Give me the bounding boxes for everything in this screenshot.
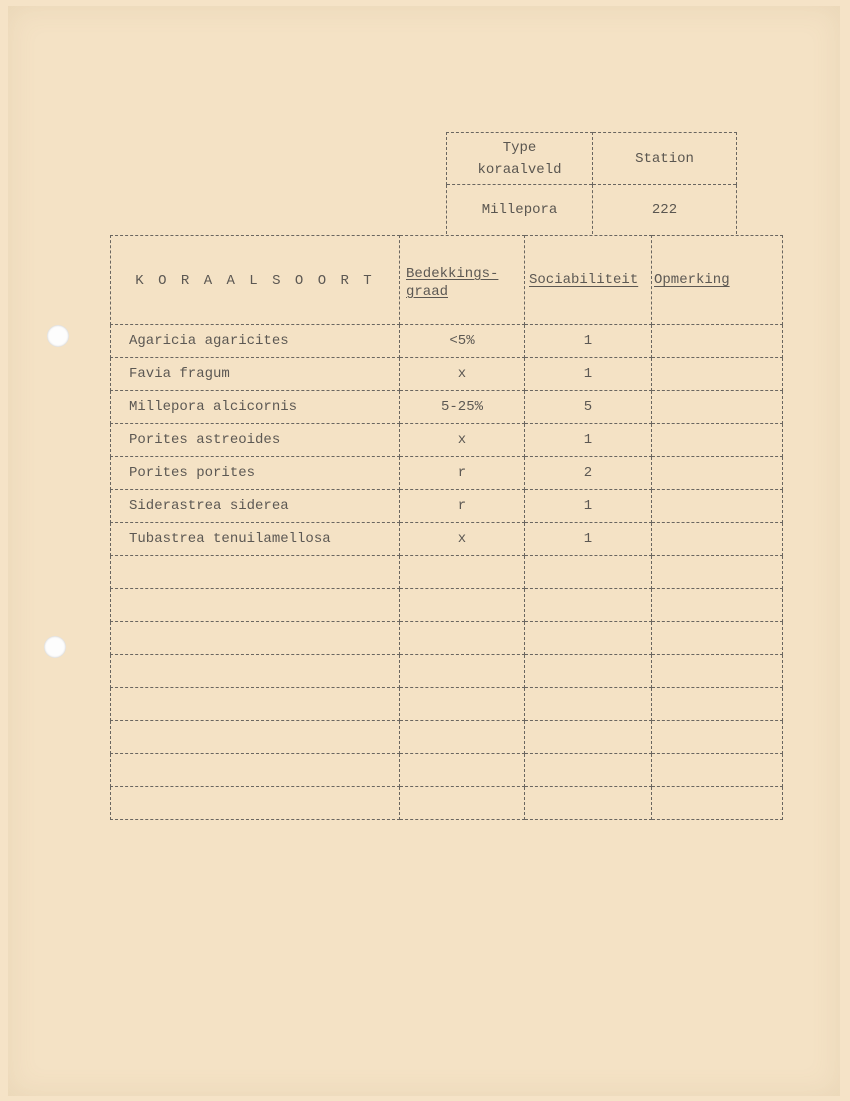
remark-cell: [652, 391, 783, 424]
empty-cell: [400, 787, 525, 820]
type-koraalveld-label: [447, 133, 593, 185]
station-value: 222: [593, 185, 737, 235]
empty-cell: [525, 688, 652, 721]
empty-cell: [652, 622, 783, 655]
table-row: [111, 523, 783, 556]
type-label-line1: Type: [502, 139, 537, 156]
cover-cell: x: [400, 424, 525, 457]
empty-cell: [400, 754, 525, 787]
empty-table-row: [111, 754, 783, 787]
column-header-sociabiliteit: Sociabiliteit: [525, 236, 652, 325]
empty-table-row: [111, 556, 783, 589]
empty-cell: [525, 721, 652, 754]
species-cell: Millepora alcicornis: [111, 391, 400, 424]
station-header-table: [446, 132, 737, 234]
empty-cell: [652, 688, 783, 721]
species-cell: Porites astreoides: [111, 424, 400, 457]
remark-cell: [652, 457, 783, 490]
empty-table-row: [111, 721, 783, 754]
table-row: [111, 325, 783, 358]
empty-cell: [111, 589, 400, 622]
species-cell: Siderastrea siderea: [111, 490, 400, 523]
empty-table-row: [111, 589, 783, 622]
empty-cell: [652, 655, 783, 688]
table-row: [111, 424, 783, 457]
coral-species-table: [110, 235, 783, 820]
empty-table-row: [111, 655, 783, 688]
column-header-bedekkingsgraad: Bedekkings-graad: [400, 236, 525, 325]
empty-cell: [525, 754, 652, 787]
punch-hole-bottom: [44, 636, 66, 658]
species-cell: Favia fragum: [111, 358, 400, 391]
empty-cell: [400, 721, 525, 754]
empty-cell: [652, 721, 783, 754]
empty-cell: [652, 754, 783, 787]
empty-cell: [111, 754, 400, 787]
type-label-line2: koraalveld: [477, 161, 562, 178]
table-body: [111, 325, 783, 820]
cover-cell: r: [400, 490, 525, 523]
sociability-cell: 1: [525, 325, 652, 358]
type-koraalveld-value: Millepora: [447, 185, 593, 235]
sociability-cell: 1: [525, 490, 652, 523]
empty-cell: [652, 787, 783, 820]
empty-cell: [111, 787, 400, 820]
cover-cell: x: [400, 523, 525, 556]
remark-cell: [652, 325, 783, 358]
empty-cell: [111, 688, 400, 721]
empty-cell: [111, 721, 400, 754]
empty-table-row: [111, 787, 783, 820]
empty-cell: [111, 655, 400, 688]
cover-cell: r: [400, 457, 525, 490]
sociability-cell: 2: [525, 457, 652, 490]
column-header-koraalsoort: [111, 236, 400, 325]
sociability-cell: 5: [525, 391, 652, 424]
cover-cell: x: [400, 358, 525, 391]
empty-cell: [400, 688, 525, 721]
empty-cell: [525, 655, 652, 688]
station-label: Station: [593, 133, 737, 185]
table-row: [111, 391, 783, 424]
empty-table-row: [111, 622, 783, 655]
empty-cell: [400, 589, 525, 622]
empty-cell: [525, 622, 652, 655]
remark-cell: [652, 424, 783, 457]
table-header-row: [111, 236, 783, 325]
empty-cell: [525, 787, 652, 820]
koraalsoort-label: K O R A A L S O O R T: [135, 273, 375, 289]
remark-cell: [652, 523, 783, 556]
station-header-row: [447, 133, 737, 185]
empty-table-row: [111, 688, 783, 721]
station-value-row: [447, 185, 737, 235]
empty-cell: [400, 622, 525, 655]
remark-cell: [652, 358, 783, 391]
empty-cell: [400, 655, 525, 688]
cover-cell: 5-25%: [400, 391, 525, 424]
empty-cell: [652, 556, 783, 589]
empty-cell: [111, 622, 400, 655]
sociability-cell: 1: [525, 523, 652, 556]
empty-cell: [652, 589, 783, 622]
species-cell: Agaricia agaricites: [111, 325, 400, 358]
empty-cell: [111, 556, 400, 589]
sociability-cell: 1: [525, 358, 652, 391]
species-cell: Porites porites: [111, 457, 400, 490]
empty-cell: [400, 556, 525, 589]
column-header-opmerking: Opmerking: [652, 236, 783, 325]
punch-hole-top: [47, 325, 69, 347]
empty-cell: [525, 556, 652, 589]
table-row: [111, 490, 783, 523]
table-row: [111, 457, 783, 490]
sociability-cell: 1: [525, 424, 652, 457]
species-cell: Tubastrea tenuilamellosa: [111, 523, 400, 556]
empty-cell: [525, 589, 652, 622]
table-row: [111, 358, 783, 391]
cover-cell: <5%: [400, 325, 525, 358]
remark-cell: [652, 490, 783, 523]
